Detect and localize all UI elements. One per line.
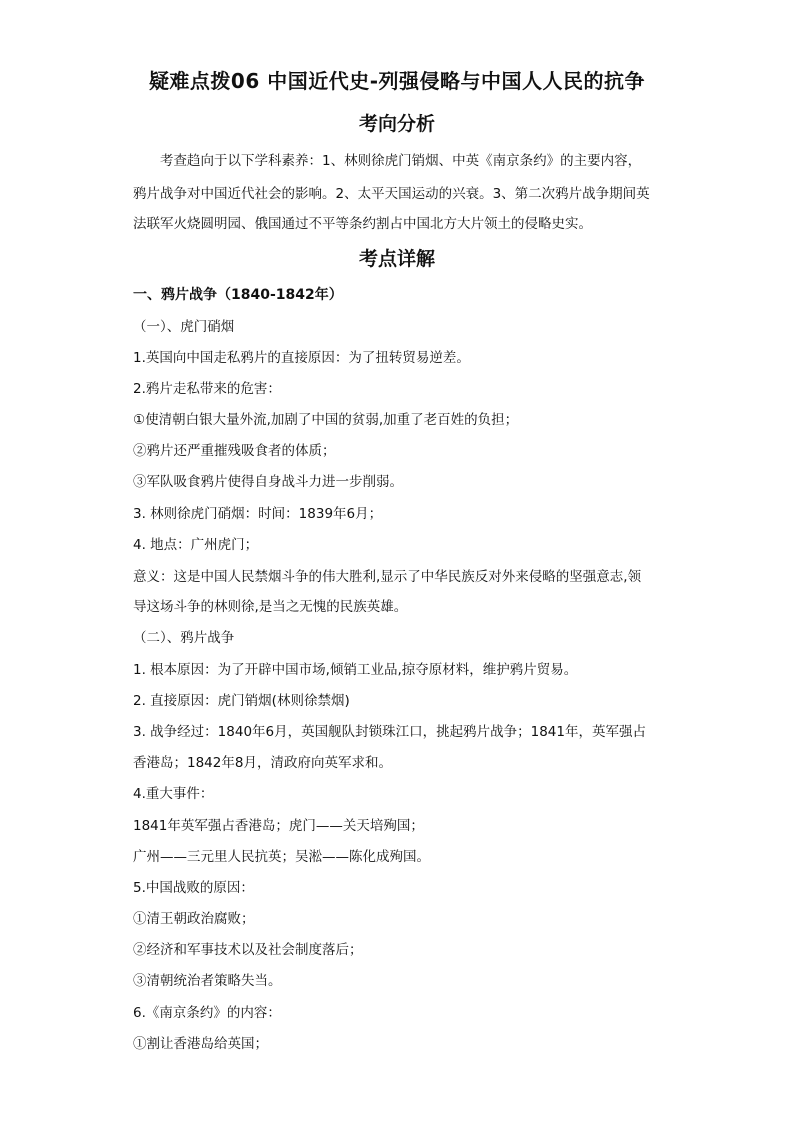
body-line: 导这场斗争的林则徐,是当之无愧的民族英雄。 bbox=[133, 599, 408, 615]
body-line: ①清王朝政治腐败； bbox=[133, 911, 255, 927]
body-line: ③清朝统治者策略失当。 bbox=[133, 973, 282, 989]
body-line: 广州——三元里人民抗英；吴淞——陈化成殉国。 bbox=[133, 849, 430, 865]
body-line: ①割让香港岛给英国； bbox=[133, 1036, 268, 1052]
body-line: （一）、虎门硝烟 bbox=[133, 319, 235, 335]
intro-line-3: 法联军火烧圆明园、俄国通过不平等条约割占中国北方大片领土的侵略史实。 bbox=[133, 216, 592, 232]
body-line: ②鸦片还严重摧残吸食者的体质； bbox=[133, 443, 336, 459]
document-title: 疑难点拨06 中国近代史-列强侵略与中国人人民的抗争 bbox=[148, 69, 646, 93]
body-line: 5.中国战败的原因： bbox=[133, 880, 254, 896]
body-line: 意义：这是中国人民禁烟斗争的伟大胜利,显示了中华民族反对外来侵略的坚强意志,领 bbox=[133, 569, 642, 585]
body-line: 1.英国向中国走私鸦片的直接原因：为了扭转贸易逆差。 bbox=[133, 350, 470, 366]
body-line: 香港岛；1842年8月，清政府向英军求和。 bbox=[133, 755, 392, 771]
body-line: ③军队吸食鸦片使得自身战斗力进一步削弱。 bbox=[133, 474, 403, 490]
body-line: 1. 根本原因：为了开辟中国市场,倾销工业品,掠夺原材料，维护鸦片贸易。 bbox=[133, 662, 578, 678]
body-line: 4.重大事件： bbox=[133, 786, 214, 802]
intro-line-2: 鸦片战争对中国近代社会的影响。2、太平天国运动的兴衰。3、第二次鸦片战争期间英 bbox=[133, 186, 650, 202]
body-line: 3. 战争经过：1840年6月，英国舰队封锁珠江口，挑起鸦片战争；1841年，英军强占 bbox=[133, 724, 646, 740]
body-line: ②经济和军事技术以及社会制度落后； bbox=[133, 942, 363, 958]
body-line: 4. 地点：广州虎门； bbox=[133, 537, 259, 553]
body-line: 2.鸦片走私带来的危害： bbox=[133, 381, 281, 397]
body-line: 2. 直接原因：虎门销烟(林则徐禁烟) bbox=[133, 693, 350, 709]
body-line: （二）、鸦片战争 bbox=[133, 630, 235, 646]
body-line: 6.《南京条约》的内容： bbox=[133, 1005, 281, 1021]
intro-line-1: 考查趋向于以下学科素养：1、林则徐虎门销烟、中英《南京条约》的主要内容， bbox=[160, 153, 642, 169]
heading-opium-war: 一、鸦片战争（1840-1842年） bbox=[133, 287, 343, 303]
section-title-details: 考点详解 bbox=[358, 248, 435, 270]
body-line: 1841年英军强占香港岛；虎门——关天培殉国； bbox=[133, 818, 424, 834]
body-line: 3. 林则徐虎门硝烟：时间：1839年6月； bbox=[133, 506, 383, 522]
body-line: ①使清朝白银大量外流,加剧了中国的贫弱,加重了老百姓的负担； bbox=[133, 412, 519, 428]
section-title-analysis: 考向分析 bbox=[358, 113, 435, 135]
